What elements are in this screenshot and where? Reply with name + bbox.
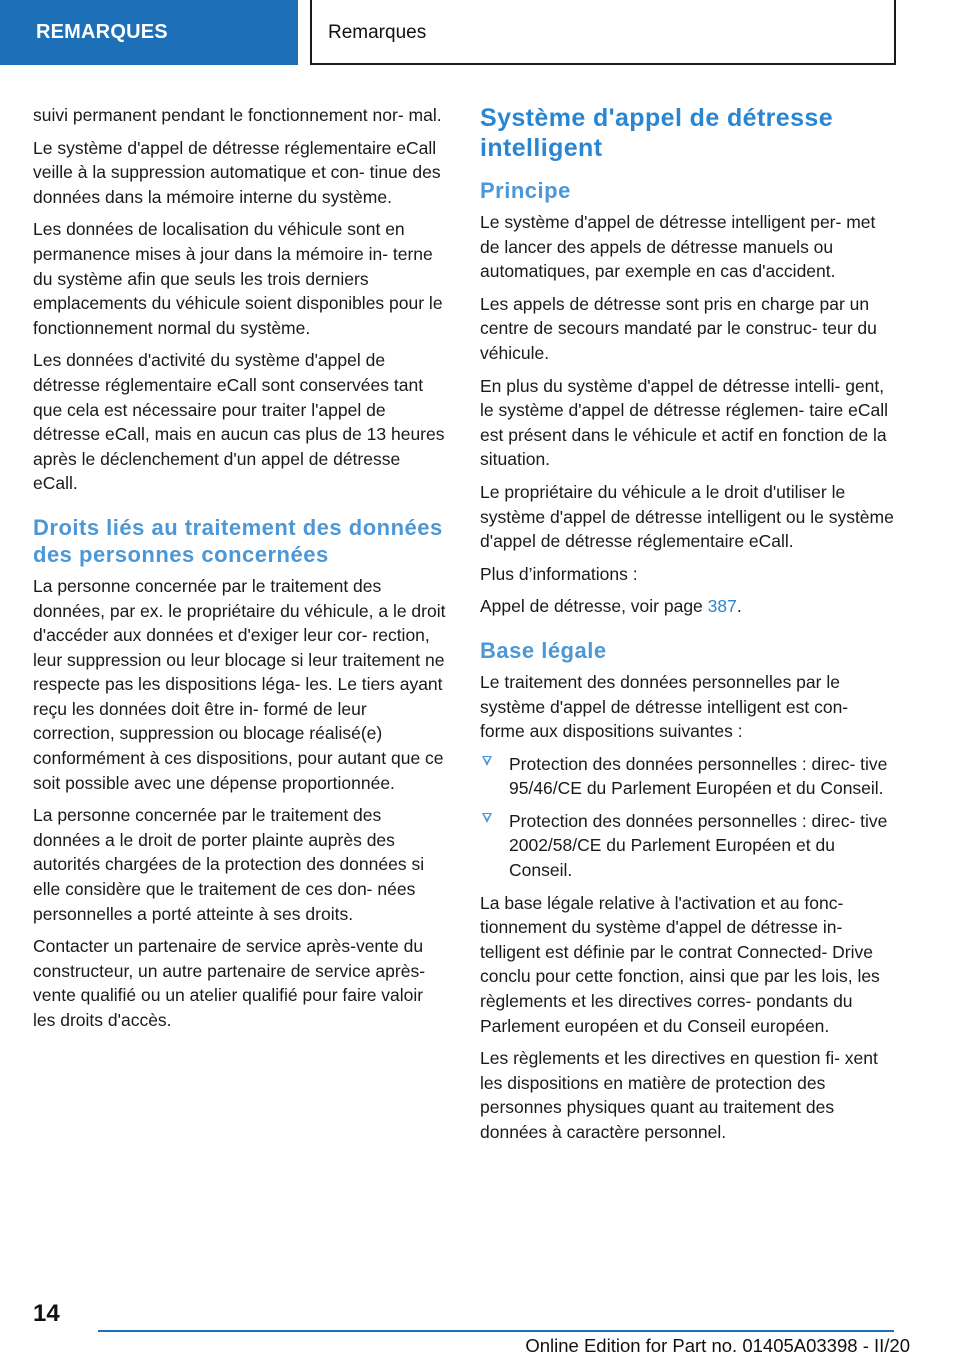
- section-heading-rights: Droits liés au traitement des données des personnes concernées: [33, 514, 443, 567]
- list-item: [480, 809, 894, 883]
- section-heading-legal: Base légale: [480, 637, 607, 663]
- paragraph: Plus d’informations :: [480, 563, 638, 584]
- paragraph: suivi permanent pendant le fonctionnement nor‐ mal.: [33, 105, 442, 125]
- paragraph: Le système d'appel de détresse réglementaire eCall veille à la suppression automatique et con‐ tinue des données dans la mémoire interne du système.: [33, 137, 441, 207]
- section-heading-principle: Principe: [480, 178, 571, 203]
- paragraph: En plus du système d'appel de détresse intelli‐ gent, le système d'appel de détresse réglemen‐ taire eCall est présent dans le véhicule et actif en fonction de la situation.: [480, 375, 888, 470]
- left-column: [33, 103, 447, 1041]
- page-number: 14: [33, 1300, 60, 1327]
- page-header: [0, 0, 960, 68]
- page-link[interactable]: 387: [707, 596, 737, 617]
- list-item-text: Protection des données personnelles : direc‐ tive 2002/58/CE du Parlement Européen et du Conseil.: [509, 810, 888, 881]
- paragraph: La personne concernée par le traitement des données a le droit de porter plainte auprès des autorités chargées de la protection des données si elle considère que le traitement de ces don‐ nées personnelles a porté atteinte à ses droits.: [33, 805, 425, 924]
- list-item: [480, 752, 894, 801]
- paragraph: Les règlements et les directives en question fi‐ xent les dispositions en matière de protection des personnes physiques quant au traitement des données à caractère personnel.: [480, 1048, 878, 1142]
- cross-reference: [480, 594, 894, 619]
- paragraph: Les appels de détresse sont pris en charge par un centre de secours mandaté par le construc‐ teur du véhicule.: [480, 293, 877, 363]
- edition-note: Online Edition for Part no. 01405A03398 - II/20: [525, 1335, 910, 1356]
- right-column: [480, 103, 894, 1153]
- triangle-bullet-icon: [482, 813, 492, 823]
- triangle-bullet-icon: [482, 756, 492, 766]
- paragraph: Le système d'appel de détresse intelligent per‐ met de lancer des appels de détresse manuels ou automatiques, par exemple en cas d'accident.: [480, 212, 876, 282]
- reference-end: .: [736, 596, 742, 617]
- list-item-text: Protection des données personnelles : direc‐ tive 95/46/CE du Parlement Européen et du Conseil.: [509, 753, 888, 799]
- reference-text: Appel de détresse, voir page: [480, 596, 708, 617]
- chapter-title: Remarques: [310, 0, 896, 65]
- paragraph: Contacter un partenaire de service après-vente du constructeur, un autre partenaire de service après-vente qualifié ou un atelier qualifié pour faire valoir les droits d'accès.: [33, 936, 426, 1030]
- paragraph: Les données de localisation du véhicule sont en permanence mises à jour dans la mémoire in‐ terne du système afin que seuls les trois derniers emplacements du véhicule soient disponibles pour le fonctionnement normal du système.: [33, 219, 443, 338]
- main-heading: Système d'appel de détresse intelligent: [480, 104, 834, 162]
- paragraph: Les données d'activité du système d'appel de détresse réglementaire eCall sont conservées tant que cela est nécessaire pour traiter l'appel de détresse eCall, mais en aucun cas plus de 13 heures après le déclenchement d'un appel de détresse eCall.: [33, 350, 445, 494]
- footer-divider: [98, 1330, 894, 1332]
- paragraph: Le traitement des données personnelles par le système d'appel de détresse intelligent est con‐ forme aux dispositions suivantes :: [480, 671, 849, 742]
- paragraph: La personne concernée par le traitement des données, par ex. le propriétaire du véhicule, a le droit d'accéder aux données et d'exiger leur cor‐ rection, leur suppression ou leur blocage si leur traitement ne respecte pas les dispositions léga‐ les. Le tiers ayant reçu les données doit être in‐ formé de leur correction, suppression ou blocage réalisé(e) conformément à ces dispositions, pour autant que ce soit possible avec une dépense proportionnée.: [33, 575, 446, 793]
- section-tab: REMARQUES: [0, 0, 298, 65]
- paragraph: La base légale relative à l'activation et au fonc‐ tionnement du système d'appel de détresse in‐ telligent est définie par le contrat Connected‐ Drive conclu pour cette fonction, ainsi que par les lois, les règlements et les directives corres‐ pondants du Parlement européen et du Conseil européen.: [480, 892, 880, 1036]
- paragraph: Le propriétaire du véhicule a le droit d'utiliser le système d'appel de détresse intelligent ou le système d'appel de détresse réglementaire eCall.: [480, 481, 894, 552]
